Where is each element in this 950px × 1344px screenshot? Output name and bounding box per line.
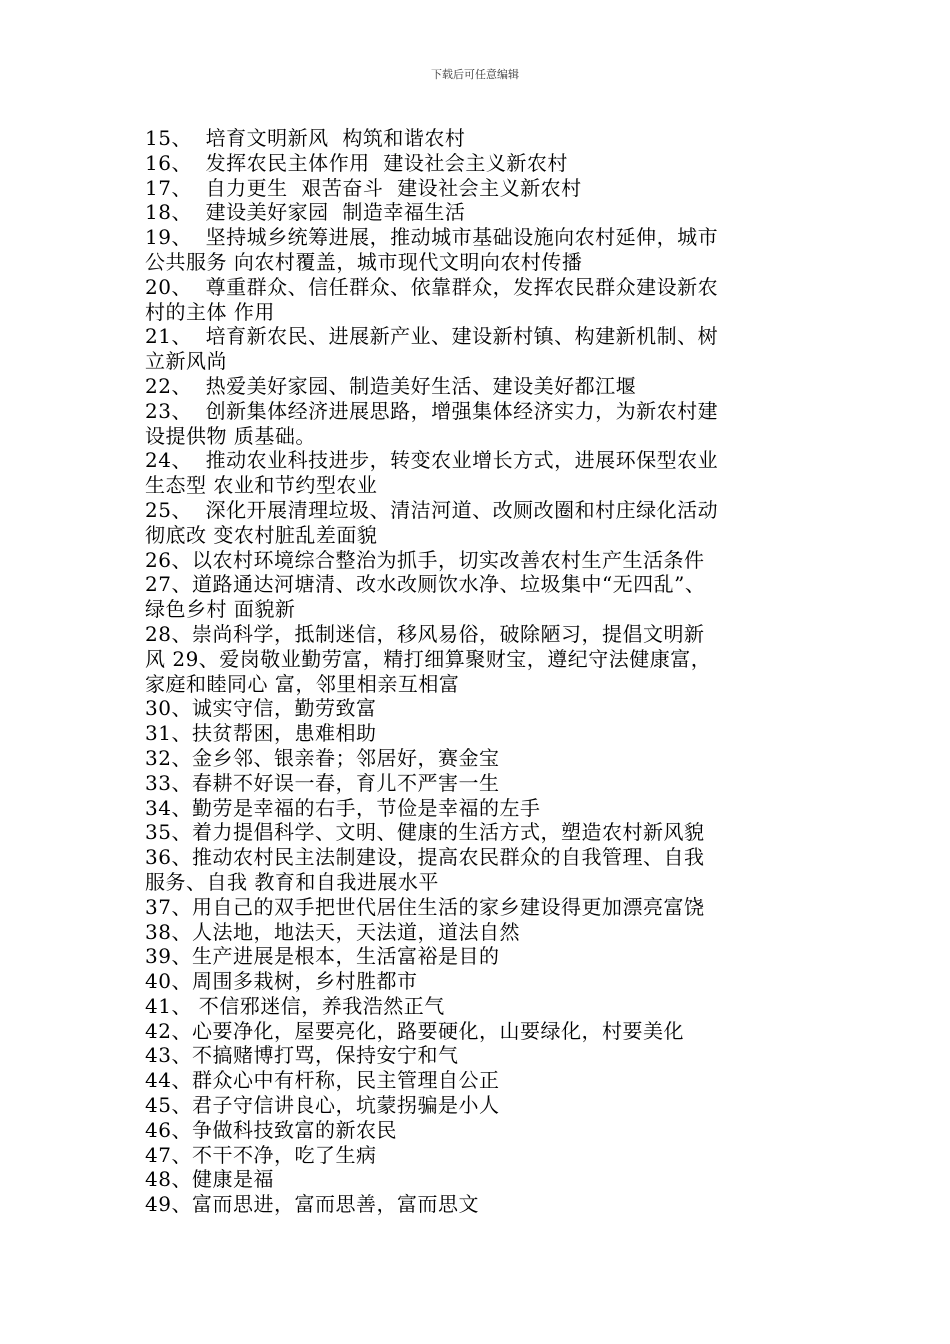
text-line: 村的主体 作用 <box>145 299 275 324</box>
text-line: 33、春耕不好误一春，育儿不严害一生 <box>145 770 500 795</box>
text-line: 32、金乡邻、银亲眷；邻居好，赛金宝 <box>145 745 500 770</box>
text-line: 41、 不信邪迷信，养我浩然正气 <box>145 993 445 1018</box>
text-line: 15、 培育文明新风 构筑和谐农村 <box>145 126 466 150</box>
text-line: 48、健康是福 <box>145 1167 274 1192</box>
text-line: 27、道路通达河塘清、改水改厕饮水净、垃圾集中“无四乱”、 <box>145 572 706 597</box>
text-line: 21、 培育新农民、进展新产业、建设新村镇、构建新机制、树 <box>145 324 719 349</box>
text-line: 17、 自力更生 艰苦奋斗 建设社会主义新农村 <box>145 175 582 200</box>
text-line: 服务、自我 教育和自我进展水平 <box>145 869 439 894</box>
text-line: 公共服务 向农村覆盖，城市现代文明向农村传播 <box>145 249 583 274</box>
text-line: 26、以农村环境综合整治为抓手，切实改善农村生产生活条件 <box>145 547 705 572</box>
text-line: 34、勤劳是幸福的右手，节俭是幸福的左手 <box>145 795 541 820</box>
text-line: 19、 坚持城乡统筹进展，推动城市基础设施向农村延伸，城市 <box>145 225 719 250</box>
text-line: 生态型 农业和节约型农业 <box>145 473 378 498</box>
text-line: 风 29、爱岗敬业勤劳富，精打细算聚财宝，遵纪守法健康富， <box>145 646 712 671</box>
page-header: 下载后可任意编辑 <box>431 68 519 81</box>
slogan-list <box>145 126 835 1217</box>
text-line: 45、君子守信讲良心，坑蒙拐骗是小人 <box>145 1093 500 1118</box>
text-line: 家庭和睦同心 富，邻里相亲互相富 <box>145 671 460 696</box>
text-line: 37、用自己的双手把世代居住生活的家乡建设得更加漂亮富饶 <box>145 894 705 919</box>
text-line: 36、推动农村民主法制建设，提高农民群众的自我管理、自我 <box>145 845 705 870</box>
text-line: 22、 热爱美好家园、制造美好生活、建设美好都江堰 <box>145 373 637 398</box>
text-line: 47、不干不净，吃了生病 <box>145 1142 377 1167</box>
text-line: 35、着力提倡科学、文明、健康的生活方式，塑造农村新风貌 <box>145 820 705 845</box>
text-line: 18、 建设美好家园 制造幸福生活 <box>145 200 466 225</box>
text-line: 40、周围多栽树，乡村胜都市 <box>145 969 418 994</box>
text-line: 39、生产进展是根本，生活富裕是目的 <box>145 944 500 969</box>
text-line: 28、崇尚科学，抵制迷信，移风易俗，破除陋习，提倡文明新 <box>145 621 705 646</box>
text-line: 46、争做科技致富的新农民 <box>145 1117 397 1142</box>
text-line: 49、富而思进，富而思善，富而思文 <box>145 1192 479 1217</box>
text-line: 24、 推动农业科技进步，转变农业增长方式，进展环保型农业 <box>145 448 719 473</box>
text-line: 立新风尚 <box>145 349 227 374</box>
text-line: 25、 深化开展清理垃圾、清洁河道、改厕改圈和村庄绿化活动 <box>145 497 719 522</box>
text-line: 30、诚实守信，勤劳致富 <box>145 696 377 721</box>
text-line: 43、不搞赌博打骂，保持安宁和气 <box>145 1043 459 1068</box>
text-line: 23、 创新集体经济进展思路，增强集体经济实力，为新农村建 <box>145 398 719 423</box>
text-line: 42、心要净化，屋要亮化，路要硬化，山要绿化，村要美化 <box>145 1018 684 1043</box>
text-line: 16、 发挥农民主体作用 建设社会主义新农村 <box>145 150 568 175</box>
text-line: 31、扶贫帮困，患难相助 <box>145 721 377 746</box>
text-line: 38、人法地，地法天，天法道，道法自然 <box>145 919 520 944</box>
text-line: 彻底改 变农村脏乱差面貌 <box>145 522 378 547</box>
text-line: 设提供物 质基础。 <box>145 423 316 448</box>
text-line: 20、 尊重群众、信任群众、依靠群众，发挥农民群众建设新农 <box>145 274 719 299</box>
text-line: 绿色乡村 面貌新 <box>145 597 296 622</box>
text-line: 44、群众心中有杆称，民主管理自公正 <box>145 1068 500 1093</box>
